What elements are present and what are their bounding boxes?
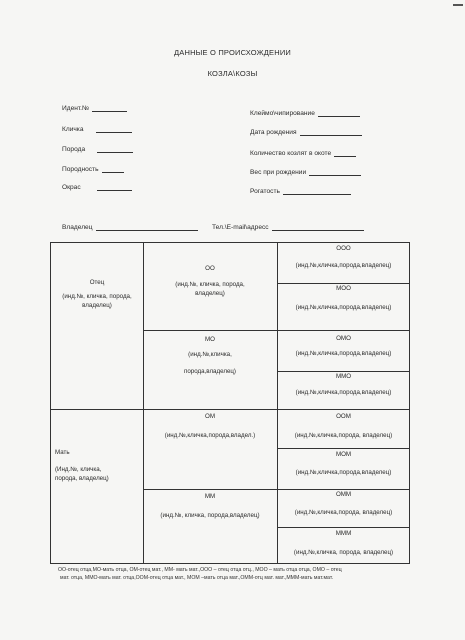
omm-cell[interactable] — [277, 491, 410, 518]
field-contact-label: Тел.\E-mail\адресс — [212, 224, 269, 231]
scan-mark — [453, 4, 463, 6]
omm-title: ОММ — [335, 491, 352, 498]
field-contact-blank[interactable] — [272, 224, 364, 231]
field-kids-count-blank[interactable] — [334, 150, 356, 157]
omm-desc: (инд.№,кличка,порода, владелец) — [294, 508, 393, 516]
field-birthdate-blank[interactable] — [300, 129, 362, 136]
field-id-label: Идент.№ — [62, 105, 90, 112]
divider — [277, 448, 410, 449]
field-purity-label: Породность — [62, 166, 99, 173]
field-brand-blank[interactable] — [318, 110, 360, 117]
field-id-blank[interactable] — [92, 105, 127, 112]
mmo-title: ММО — [335, 373, 352, 380]
field-owner-blank[interactable] — [96, 224, 198, 231]
field-name — [62, 126, 132, 133]
divider — [51, 409, 410, 410]
sire-cell[interactable] — [51, 279, 143, 311]
divider — [277, 527, 410, 528]
pedigree-table — [50, 242, 410, 564]
omo-cell[interactable] — [277, 335, 410, 359]
field-birthdate-label: Дата рождения — [250, 129, 297, 136]
mm-desc: (инд.№, кличка, порода,владелец) — [160, 511, 260, 519]
mm-cell[interactable] — [143, 493, 277, 521]
divider — [143, 489, 410, 490]
divider — [143, 330, 410, 331]
field-breed — [62, 146, 133, 153]
oom-desc: (инд.№,кличка,порода, владелец) — [294, 431, 393, 439]
mmm-cell[interactable] — [277, 530, 410, 558]
document-title: ДАННЫЕ О ПРОИСХОЖДЕНИИ — [173, 48, 292, 57]
field-brand — [250, 110, 360, 117]
divider — [277, 283, 410, 284]
field-breed-blank[interactable] — [97, 146, 133, 153]
oom-title: ООМ — [336, 413, 351, 420]
field-owner-label: Владелец — [62, 224, 93, 231]
ooo-cell[interactable] — [277, 245, 410, 271]
field-kids-count — [250, 150, 356, 157]
field-contact — [212, 224, 364, 231]
oo-desc: (инд.№, кличка, порода, владелец) — [175, 280, 245, 297]
footnote-line-1: ОО-отец отца,МО-мать отца, ОМ-отец мат., ММ- мать мат.,ООО – отец отца отц., МОО – мать отца отца, ОМО – отец — [58, 567, 342, 573]
omo-title: ОМО — [336, 335, 351, 342]
oo-cell[interactable] — [143, 265, 277, 299]
moo-title: МОО — [336, 285, 351, 292]
oom-cell[interactable] — [277, 413, 410, 441]
field-color-label: Окрас — [62, 184, 81, 191]
mmm-desc: (инд.№,кличка, порода, владелец) — [293, 548, 394, 556]
field-color — [62, 184, 132, 191]
dam-title: Мать — [55, 449, 70, 456]
moo-desc: (инд.№,кличка,порода,владелец) — [295, 303, 392, 311]
omo-desc: (инд.№,кличка,порода,владелец) — [295, 349, 392, 357]
footnote — [58, 566, 408, 582]
field-name-blank[interactable] — [96, 126, 132, 133]
moo-cell[interactable] — [277, 285, 410, 313]
ooo-desc: (инд.№,кличка,порода,владелец) — [295, 261, 392, 269]
om-desc: (инд.№,кличка,порода,владел.) — [164, 431, 256, 439]
dam-cell[interactable] — [55, 449, 125, 484]
field-kids-count-label: Количество козлят в окоте — [250, 150, 332, 157]
oo-title: ОО — [205, 265, 215, 272]
om-cell[interactable] — [143, 413, 277, 441]
sire-title: Отец — [89, 279, 105, 286]
mo-desc-2: порода,владелец) — [183, 367, 236, 375]
sire-desc: (инд.№, кличка, порода, владелец) — [62, 292, 132, 309]
ooo-title: ООО — [336, 245, 351, 252]
field-birth-weight-blank[interactable] — [309, 169, 361, 176]
document-subtitle: КОЗЛА\КОЗЫ — [207, 69, 258, 78]
field-horns — [250, 188, 351, 195]
field-name-label: Кличка — [62, 126, 84, 133]
mo-title: МО — [205, 336, 215, 343]
mom-title: МОМ — [335, 451, 352, 458]
mmo-desc: (инд.№,кличка,порода,владелец) — [295, 388, 392, 396]
mo-cell[interactable] — [143, 336, 277, 377]
field-birthdate — [250, 129, 362, 136]
mo-desc-1: (инд.№,кличка, — [188, 350, 232, 358]
field-brand-label: Клеймо\чипирование — [250, 110, 315, 117]
field-purity — [62, 166, 124, 173]
field-birth-weight — [250, 169, 361, 176]
field-horns-label: Рогатость — [250, 188, 280, 195]
om-title: ОМ — [205, 413, 215, 420]
field-birth-weight-label: Вес при рождении — [250, 169, 307, 176]
mmm-title: МММ — [335, 530, 352, 537]
dam-desc: (Инд.№, кличка, порода, владелец) — [55, 465, 109, 482]
field-owner — [62, 224, 198, 231]
field-purity-blank[interactable] — [102, 166, 124, 173]
mmo-cell[interactable] — [277, 373, 410, 398]
mom-cell[interactable] — [277, 451, 410, 478]
divider — [277, 371, 410, 372]
field-horns-blank[interactable] — [283, 188, 351, 195]
field-id — [62, 105, 127, 112]
mm-title: ММ — [204, 493, 216, 500]
field-breed-label: Порода — [62, 146, 86, 153]
footnote-line-2: мат. отца, ММО-мать мат. отца,ООМ-отец отца мат., МОМ –мать отца мат.,ОММ-отц мат. мат.,МММ-мать мат.мат. — [60, 575, 334, 582]
mom-desc: (инд.№,кличка,порода,владелец) — [295, 468, 392, 476]
field-color-blank[interactable] — [97, 184, 132, 191]
